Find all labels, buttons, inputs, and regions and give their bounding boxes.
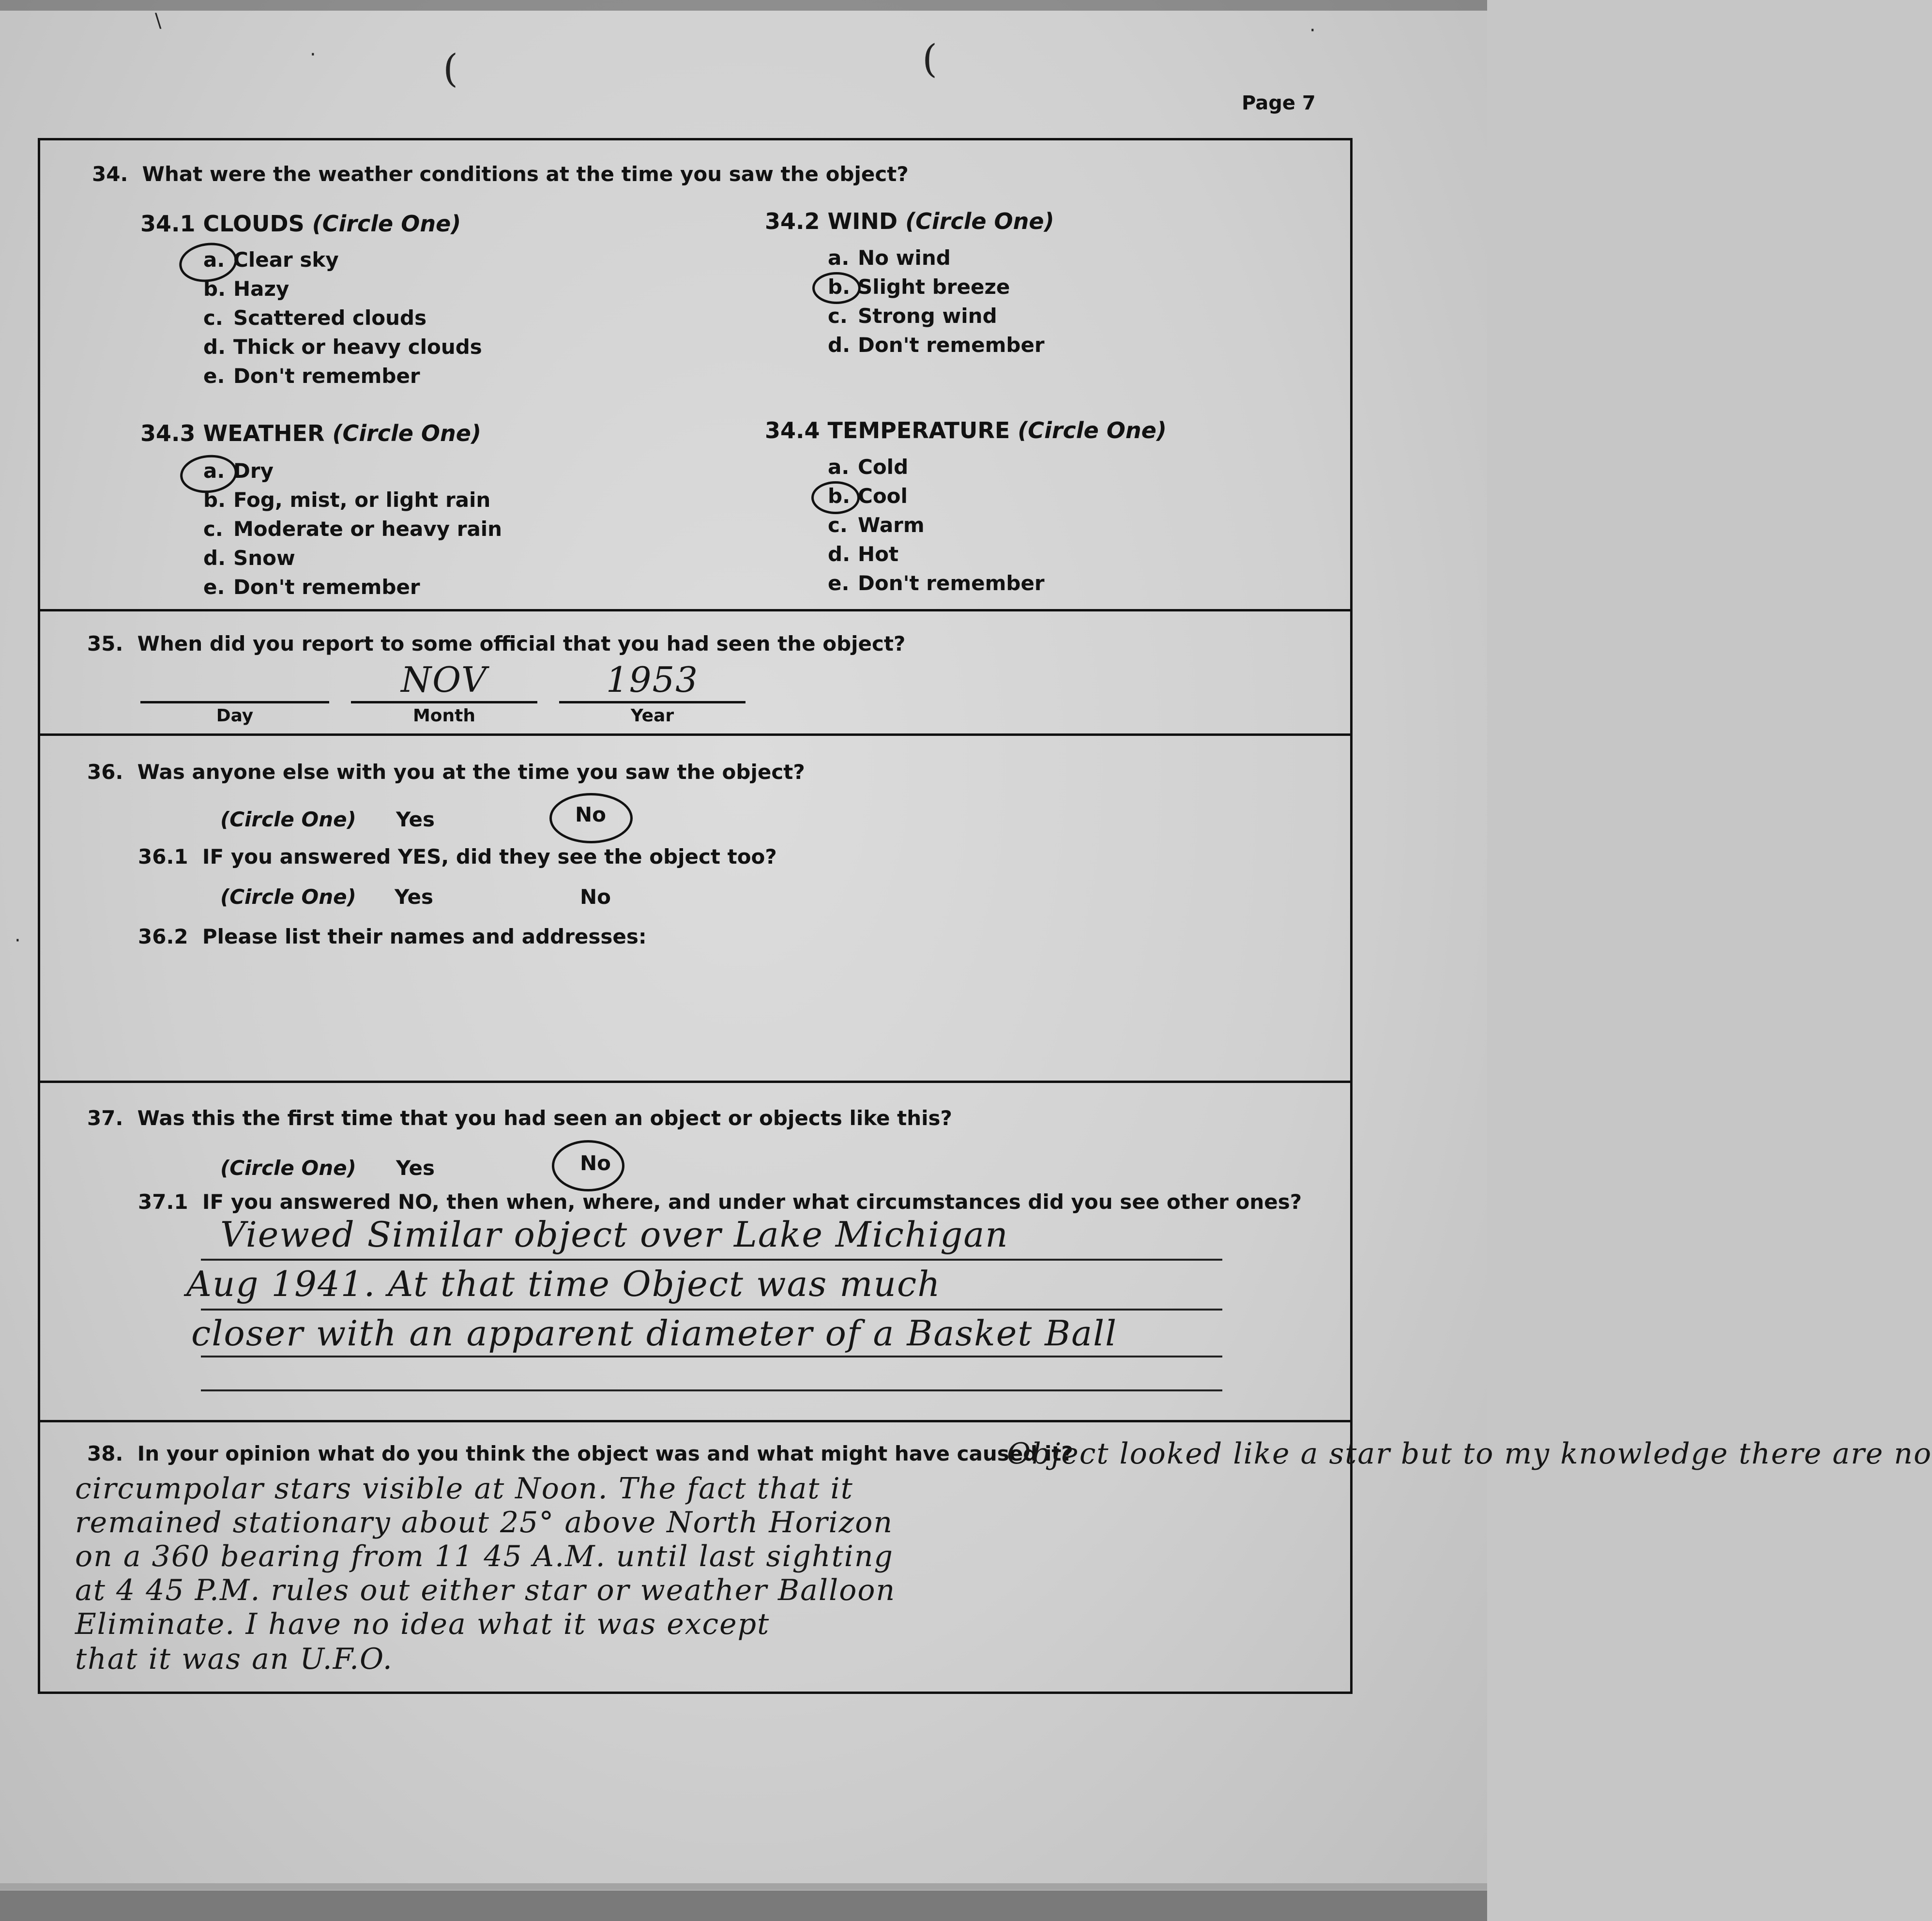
q37-answer-line-3[interactable]: closer with an apparent diameter of a Basket Ball (191, 1313, 1118, 1354)
scan-speck: \ (155, 10, 162, 32)
q36-1-instruction: (Circle One) (220, 885, 356, 909)
year-line (559, 701, 745, 703)
q34-number: 34. (92, 162, 128, 186)
q37-instruction: (Circle One) (220, 1156, 356, 1180)
month-label: Month (412, 706, 476, 726)
q38-answer-line-2[interactable]: remained stationary about 25° above North Horizon (75, 1506, 893, 1540)
q36-no-option[interactable]: No (575, 803, 607, 826)
temperature-option-b[interactable]: b. Cool (828, 484, 908, 508)
q37-prompt (87, 1106, 952, 1130)
q36-1-no-option[interactable]: No (580, 885, 611, 909)
q35-text: When did you report to some official that you had seen the object? (137, 632, 906, 656)
q37-text: Was this the first time that you had seen an object or objects like this? (137, 1106, 952, 1130)
q36-prompt (87, 760, 805, 784)
q34-prompt (92, 162, 909, 186)
q37-yes-option[interactable]: Yes (396, 1156, 435, 1180)
q36-2-text: Please list their names and addresses: (202, 925, 647, 948)
clouds-instruction: (Circle One) (312, 211, 461, 237)
q34-text: What were the weather conditions at the time you saw the object? (142, 162, 909, 186)
answer-rule (201, 1389, 1222, 1391)
q38-answer-line-4[interactable]: at 4 45 P.M. rules out either star or weather Balloon (75, 1573, 896, 1607)
scan-top-edge (0, 0, 1487, 11)
temperature-option-a[interactable]: a. Cold (828, 455, 909, 479)
q38-answer-line-5[interactable]: Eliminate. I have no idea what it was except (75, 1607, 770, 1641)
q36-text: Was anyone else with you at the time you saw the object? (137, 760, 805, 784)
q38-number: 38. (87, 1442, 123, 1465)
q38-prompt (87, 1442, 1073, 1465)
binder-hole-mark: ( (922, 36, 938, 81)
q35-prompt (87, 632, 905, 656)
q36-1-text: IF you answered YES, did they see the object too? (202, 845, 777, 869)
q37-1-number: 37.1 (138, 1190, 188, 1214)
q37-no-option[interactable]: No (580, 1151, 611, 1175)
clouds-option-a[interactable]: a. Clear sky (203, 248, 339, 272)
report-month-value[interactable]: NOV (401, 659, 487, 700)
temperature-option-c[interactable]: c. Warm (828, 513, 925, 537)
month-line (351, 701, 537, 703)
clouds-number: 34.1 (140, 211, 196, 237)
wind-option-c[interactable]: c. Strong wind (828, 304, 997, 328)
weather-option-c[interactable]: c. Moderate or heavy rain (203, 517, 502, 541)
answer-rule (201, 1309, 1222, 1311)
q36-1-number: 36.1 (138, 845, 188, 869)
q38-text: In your opinion what do you think the object was and what might have caused it? (137, 1442, 1073, 1465)
wind-selected-circle (812, 272, 861, 304)
q37-answer-line-2[interactable]: Aug 1941. At that time Object was much (186, 1264, 941, 1304)
clouds-title: CLOUDS (203, 211, 304, 237)
temperature-option-d[interactable]: d. Hot (828, 542, 899, 566)
q36-number: 36. (87, 760, 123, 784)
q37-1-text: IF you answered NO, then when, where, and under what circumstances did you see other ones? (202, 1190, 1302, 1214)
temperature-title: TEMPERATURE (827, 417, 1010, 443)
report-year-value[interactable]: 1953 (606, 659, 699, 700)
q36-1-yes-option[interactable]: Yes (395, 885, 434, 909)
scan-speck: · (310, 44, 316, 66)
section-divider (38, 1420, 1353, 1422)
q37-number: 37. (87, 1106, 123, 1130)
page-number: Page 7 (1242, 92, 1316, 114)
scan-speck: · (1309, 19, 1316, 42)
q38-answer-line-3[interactable]: on a 360 bearing from 11 45 A.M. until last sighting (75, 1540, 894, 1573)
wind-heading (765, 208, 1054, 234)
q36-1-prompt (138, 845, 777, 869)
q36-2-number: 36.2 (138, 925, 188, 948)
year-label: Year (630, 706, 674, 726)
weather-title: WEATHER (203, 420, 325, 446)
weather-option-a[interactable]: a. Dry (203, 459, 274, 483)
section-divider (38, 733, 1353, 736)
temperature-selected-circle (811, 481, 860, 514)
q35-number: 35. (87, 632, 123, 656)
q37-selected-circle (552, 1140, 624, 1191)
weather-instruction: (Circle One) (332, 420, 482, 446)
wind-option-d[interactable]: d. Don't remember (828, 333, 1045, 357)
wind-number: 34.2 (765, 208, 820, 234)
wind-title: WIND (827, 208, 898, 234)
day-label: Day (216, 706, 254, 726)
binder-hole-mark: ( (443, 46, 458, 91)
temperature-heading (765, 417, 1167, 443)
temperature-number: 34.4 (765, 417, 820, 443)
q36-2-prompt (138, 925, 647, 948)
day-line (140, 701, 329, 703)
wind-option-a[interactable]: a. No wind (828, 246, 951, 270)
clouds-option-e[interactable]: e. Don't remember (203, 364, 420, 388)
temperature-option-e[interactable]: e. Don't remember (828, 571, 1045, 595)
answer-rule (201, 1356, 1222, 1357)
clouds-option-b[interactable]: b. Hazy (203, 277, 289, 301)
clouds-heading (140, 211, 461, 237)
weather-number: 34.3 (140, 420, 196, 446)
q37-1-prompt (138, 1190, 1302, 1214)
q37-answer-line-1[interactable]: Viewed Similar object over Lake Michigan (220, 1214, 1009, 1255)
q38-answer-line-6[interactable]: that it was an U.F.O. (75, 1642, 393, 1676)
weather-option-d[interactable]: d. Snow (203, 546, 295, 570)
q36-instruction: (Circle One) (220, 808, 356, 831)
weather-heading (140, 420, 481, 446)
weather-option-b[interactable]: b. Fog, mist, or light rain (203, 488, 491, 512)
q36-selected-circle (549, 793, 633, 843)
clouds-option-d[interactable]: d. Thick or heavy clouds (203, 335, 482, 359)
scan-speck: · (15, 930, 21, 952)
scan-bottom-edge (0, 1891, 1487, 1921)
section-divider (38, 609, 1353, 611)
section-divider (38, 1081, 1353, 1083)
clouds-option-c[interactable]: c. Scattered clouds (203, 306, 427, 330)
weather-option-e[interactable]: e. Don't remember (203, 575, 420, 599)
q38-answer-line-1[interactable]: circumpolar stars visible at Noon. The fact that it (75, 1472, 853, 1506)
q38-answer-line-0[interactable]: Object looked like a star but to my knowledge there are no (1007, 1437, 1932, 1471)
scan-bottom-band (0, 1883, 1487, 1890)
wind-option-b[interactable]: b. Slight breeze (828, 275, 1010, 299)
temperature-instruction: (Circle One) (1018, 417, 1167, 443)
q36-yes-option[interactable]: Yes (396, 808, 435, 831)
wind-instruction: (Circle One) (905, 208, 1054, 234)
answer-rule (201, 1259, 1222, 1261)
